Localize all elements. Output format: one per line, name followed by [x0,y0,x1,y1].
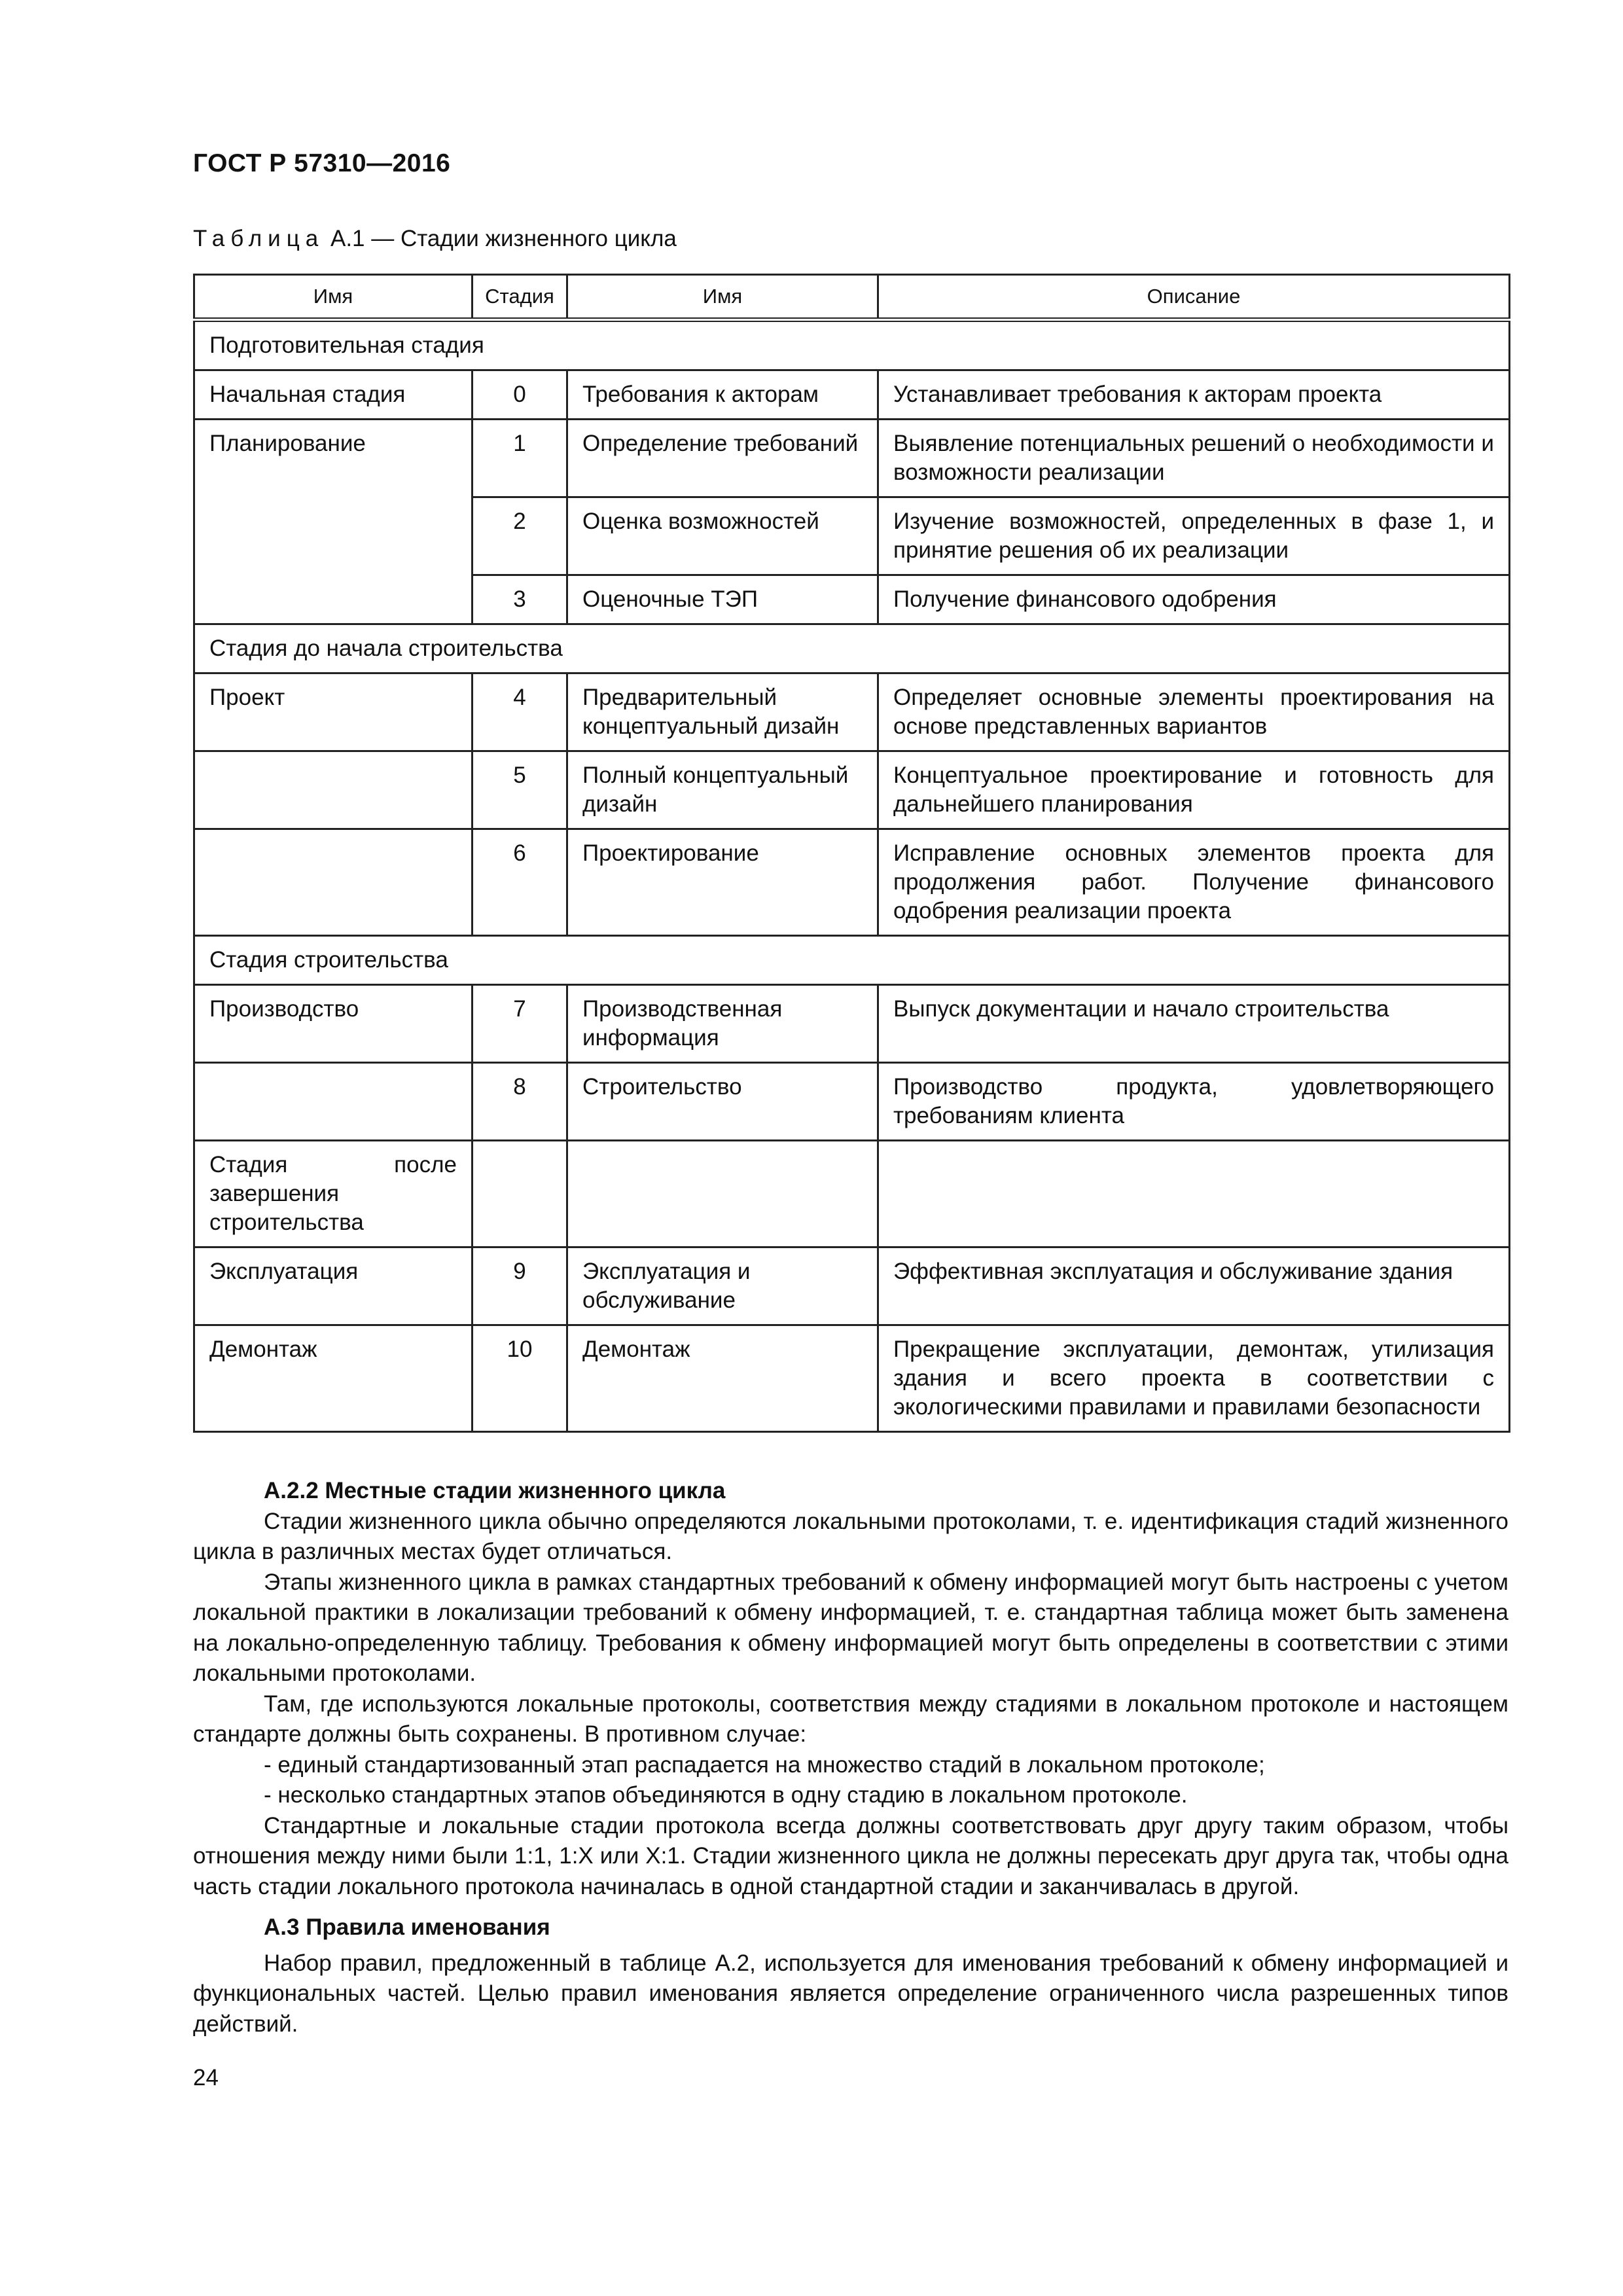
table-header-row [194,275,1510,320]
cell-task: Строительство [567,1063,878,1141]
cell-description: Концептуальное проектирование и готовность для дальнейшего планирования [878,751,1510,829]
cell-task: Производственная информация [567,985,878,1063]
paragraph: Стадии жизненного цикла обычно определяются локальными протоколами, т. е. идентификация стадий жизненного цикла в различных местах будет отличаться. [193,1508,1508,1564]
cell-name [194,829,473,936]
table-caption [193,226,677,252]
paragraph: Набор правил, предложенный в таблице А.2, используется для именования требований к обмену информацией и функциональных частей. Целью правил именования является определение ограниченного числа разрешенных типов действий. [193,1950,1508,2037]
table-row [194,1247,1510,1325]
cell-name: Эксплуатация [194,1247,473,1325]
table-row [194,673,1510,751]
cell-name: Планирование [194,420,473,624]
caption-label: Таблица [193,226,325,251]
cell-stage: 10 [473,1325,567,1432]
section-heading-a22: А.2.2 Местные стадии жизненного цикла [264,1478,726,1503]
section-title: Стадия до начала строительства [194,624,1510,673]
cell-description: Определяет основные элементы проектирования на основе представленных вариантов [878,673,1510,751]
cell-name: Проект [194,673,473,751]
cell-description: Прекращение эксплуатации, демонтаж, утилизация здания и всего проекта в соответствии с экологическими правилами и правилами безопасности [878,1325,1510,1432]
cell-description: Эффективная эксплуатация и обслуживание здания [878,1247,1510,1325]
list-item: - единый стандартизованный этап распадается на множество стадий в локальном протоколе; [264,1751,1265,1778]
column-header-stage: Стадия [473,275,567,320]
cell-stage: 0 [473,370,567,420]
section-row [194,624,1510,673]
section-row [194,936,1510,985]
cell-stage: 5 [473,751,567,829]
document-header: ГОСТ Р 57310—2016 [193,149,451,177]
cell-stage: 2 [473,497,567,575]
cell-stage: 6 [473,829,567,936]
section-heading-a3: А.3 Правила именования [264,1914,550,1940]
cell-name: Стадия после завершения строительства [194,1141,473,1247]
table-row [194,1063,1510,1141]
section-title: Подготовительная стадия [194,320,1510,370]
column-header-name: Имя [194,275,473,320]
cell-task: Оценочные ТЭП [567,575,878,624]
cell-stage: 9 [473,1247,567,1325]
cell-stage: 4 [473,673,567,751]
cell-description: Выявление потенциальных решений о необходимости и возможности реализации [878,420,1510,497]
cell-task: Предварительный концептуальный дизайн [567,673,878,751]
table-row [194,1141,1510,1247]
column-header-description: Описание [878,275,1510,320]
cell-stage: 8 [473,1063,567,1141]
cell-task: Оценка возможностей [567,497,878,575]
table-row [194,751,1510,829]
cell-name [194,1063,473,1141]
lifecycle-stages-table [193,274,1510,1433]
cell-description: Производство продукта, удовлетворяющего требованиям клиента [878,1063,1510,1141]
table-row [194,829,1510,936]
cell-description [878,1141,1510,1247]
cell-description: Устанавливает требования к акторам проекта [878,370,1510,420]
paragraph: Стандартные и локальные стадии протокола всегда должны соответствовать друг другу таким образом, чтобы отношения между ними были 1:1, 1:Х или Х:1. Стадии жизненного цикла не должны пересекать друг друга так, чтобы одна часть стадии локального протокола начиналась в одной стандартной стадии и заканчивалась в другой. [193,1812,1508,1899]
table-row [194,420,1510,497]
cell-stage: 3 [473,575,567,624]
cell-task [567,1141,878,1247]
page-number: 24 [193,2065,219,2090]
cell-name: Производство [194,985,473,1063]
cell-task: Эксплуатация и обслуживание [567,1247,878,1325]
cell-task: Полный концептуальный дизайн [567,751,878,829]
cell-stage [473,1141,567,1247]
paragraph: Там, где используются локальные протоколы, соответствия между стадиями в локальном протоколе и настоящем стандарте должны быть сохранены. В противном случае: [193,1691,1508,1747]
body-text [193,1476,1508,2039]
table-row [194,370,1510,420]
caption-title: А.1 — Стадии жизненного цикла [330,226,677,251]
column-header-task-name: Имя [567,275,878,320]
section-title: Стадия строительства [194,936,1510,985]
cell-task: Определение требований [567,420,878,497]
table-row [194,1325,1510,1432]
cell-description: Выпуск документации и начало строительства [878,985,1510,1063]
cell-stage: 1 [473,420,567,497]
list-item: - несколько стандартных этапов объединяются в одну стадию в локальном протоколе. [264,1782,1188,1808]
cell-stage: 7 [473,985,567,1063]
cell-description: Изучение возможностей, определенных в фазе 1, и принятие решения об их реализации [878,497,1510,575]
cell-description: Исправление основных элементов проекта для продолжения работ. Получение финансового одобрения реализации проекта [878,829,1510,936]
paragraph: Этапы жизненного цикла в рамках стандартных требований к обмену информацией могут быть настроены с учетом локальной практики в локализации требований к обмену информацией, т. е. стандартная таблица может быть заменена на локально-определенную таблицу. Требования к обмену информацией могут быть определены в соответствии с этими локальными протоколами. [193,1569,1508,1686]
cell-task: Проектирование [567,829,878,936]
cell-name: Демонтаж [194,1325,473,1432]
cell-name [194,751,473,829]
cell-task: Требования к акторам [567,370,878,420]
cell-name: Начальная стадия [194,370,473,420]
section-row [194,320,1510,370]
table-row [194,985,1510,1063]
cell-description: Получение финансового одобрения [878,575,1510,624]
cell-task: Демонтаж [567,1325,878,1432]
